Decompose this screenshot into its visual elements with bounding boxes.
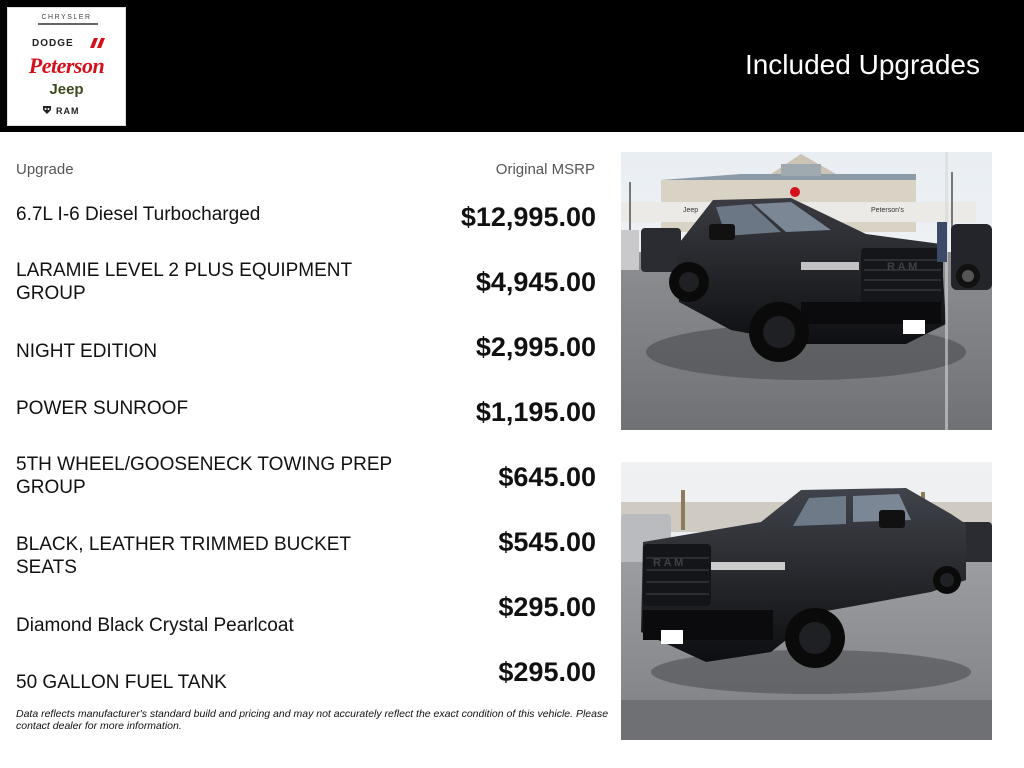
upgrade-column-header: Upgrade [16,161,74,178]
upgrade-price: $12,995.00 [460,202,596,232]
upgrade-name: Diamond Black Crystal Pearlcoat [16,615,294,636]
msrp-column-header: Original MSRP [495,161,595,178]
jeep-wordmark: Jeep [49,81,84,98]
dodge-stripes-icon [90,38,106,48]
upgrade-price: $295.00 [498,592,596,622]
upgrade-price: $295.00 [498,657,596,687]
upgrade-name: 5TH WHEEL/GOOSENECK TOWING PREP GROUP [16,454,392,498]
dealer-logo[interactable] [7,7,126,126]
header-bar [0,0,1024,132]
chrysler-wordmark: CHRYSLER [41,14,92,21]
truck-photo-image [621,462,992,740]
chrysler-wings [38,23,98,25]
upgrade-price: $2,995.00 [475,332,596,362]
upgrade-name: LARAMIE LEVEL 2 PLUS EQUIPMENT GROUP [16,260,352,304]
upgrade-price: $4,945.00 [475,267,596,297]
ram-head-icon [42,105,52,115]
upgrade-name: POWER SUNROOF [16,398,189,419]
dealer-name: Peterson [28,53,105,78]
disclaimer-text: Data reflects manufacturer's standard build and pricing and may not accurately reflect the exact condition of this vehicle. Please contact dealer for more information. [16,708,609,732]
upgrade-price: $545.00 [498,527,596,557]
dealership-name-sign: Peterson's [871,207,904,214]
svg-text:R A M: R A M [887,261,918,273]
vehicle-photo-side[interactable] [621,462,992,740]
page-title: Included Upgrades [744,49,980,80]
ram-wordmark: RAM [56,106,80,116]
dodge-wordmark: DODGE [32,38,74,49]
upgrade-name: NIGHT EDITION [16,341,158,362]
vehicle-photo-front[interactable] [621,152,992,430]
upgrade-name: 50 GALLON FUEL TANK [16,672,227,693]
upgrade-price: $1,195.00 [475,397,596,427]
upgrade-price: $645.00 [498,462,596,492]
truck-photo-image [621,152,992,430]
dealership-jeep-sign: Jeep [683,207,699,214]
upgrade-name: BLACK, LEATHER TRIMMED BUCKET SEATS [16,534,351,578]
svg-text:R A M: R A M [653,557,684,569]
upgrade-name: 6.7L I-6 Diesel Turbocharged [16,204,261,225]
